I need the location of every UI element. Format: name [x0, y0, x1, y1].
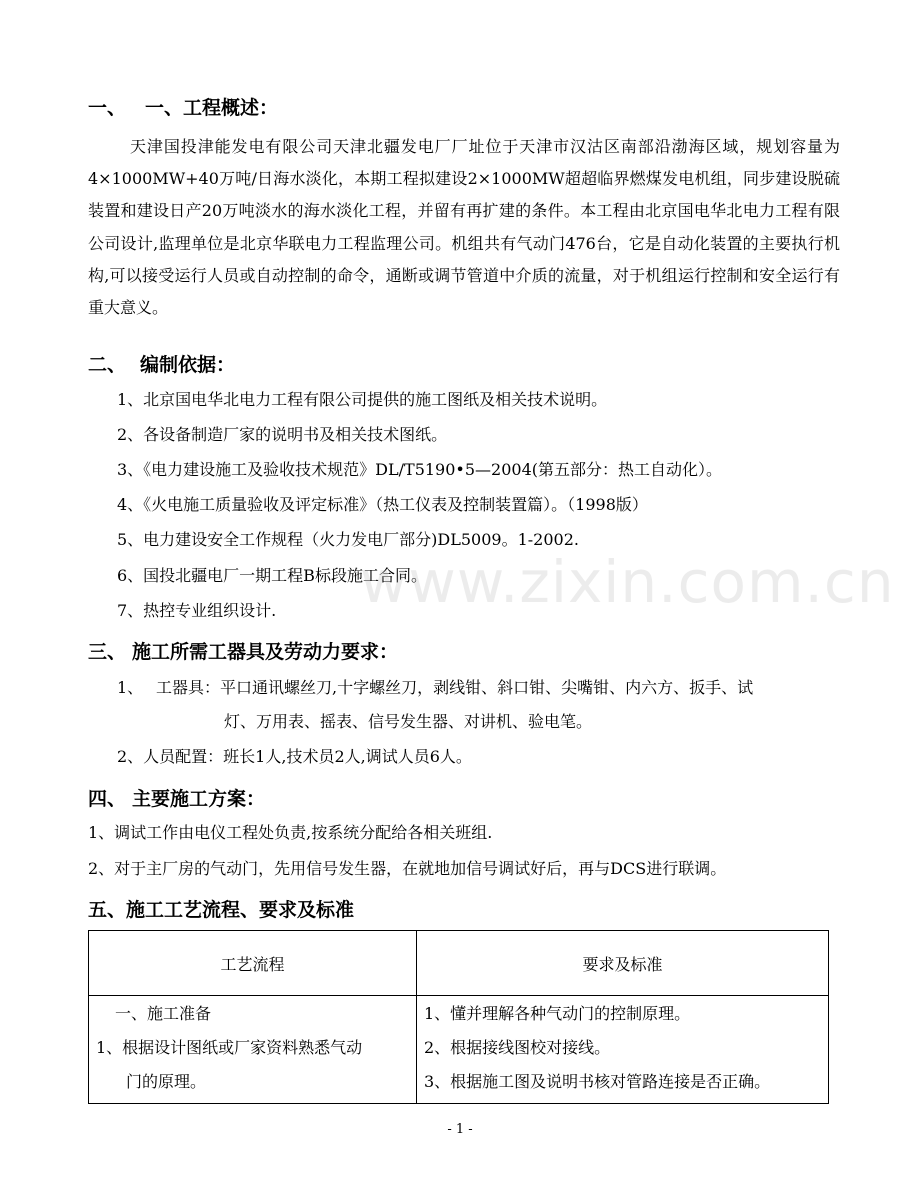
process-line: 门的原理。 [126, 1072, 207, 1091]
requirements-cell [417, 996, 829, 1104]
section-2-heading [88, 350, 235, 377]
section-1-heading [88, 93, 278, 120]
section-2-title: 编制依据： [140, 354, 236, 376]
section-3-heading [88, 637, 398, 664]
page-number: - 1 - [447, 1122, 473, 1137]
section-4-title: 主要施工方案： [132, 788, 266, 810]
section-3-title: 施工所需工器具及劳动力要求： [132, 641, 399, 663]
section-5-title: 五、施工工艺流程、要求及标准 [88, 899, 355, 921]
tools-line-1: 工器具：平口通讯螺丝刀,十字螺丝刀，剥线钳、斜口钳、尖嘴钳、内六方、扳手、试 [156, 678, 754, 697]
overview-paragraph: 天津国投津能发电有限公司天津北疆发电厂厂址位于天津市汉沽区南部沿渤海区域，规划容量为4×1000MW+40万吨/日海水淡化，本期工程拟建设2×1000MW超超临界燃煤发电机组，同步建设脱硫装置和建设日产20万吨淡水的海水淡化工程，并留有再扩建的条件。本工程由北京国电华北电力工程有限公司设计,监理单位是北京华联电力工程监理公司。机组共有气动门476台，它是自动化装置的主要执行机构,可以接受运行人员或自动控制的命令，通断或调节管道中介质的流量，对于机组运行控制和安全运行有重大意义。 [88, 137, 840, 318]
requirement-line: 3、根据施工图及说明书核对管路连接是否正确。 [424, 1072, 771, 1091]
basis-item-3: 3、《电力建设施工及验收技术规范》DL/T5190•5—2004(第五部分：热工自动化）。 [117, 460, 722, 479]
basis-item-6: 6、国投北疆电厂一期工程B标段施工合同。 [117, 566, 427, 585]
basis-item-5: 5、电力建设安全工作规程（火力发电厂部分)DL5009。1-2002. [117, 530, 579, 549]
requirement-line: 1、懂并理解各种气动门的控制原理。 [424, 1004, 691, 1023]
watermark: www.zixin.com.cn [360, 548, 895, 616]
plan-item-1: 1、调试工作由电仪工程处负责,按系统分配给各相关班组. [88, 823, 493, 842]
header-requirements: 要求及标准 [417, 931, 829, 996]
section-3-number: 三、 [88, 641, 127, 663]
basis-item-2: 2、各设备制造厂家的说明书及相关技术图纸。 [117, 425, 448, 444]
requirement-line: 2、根据接线图校对接线。 [424, 1038, 611, 1057]
tools-line-2: 灯、万用表、摇表、信号发生器、对讲机、验电笔。 [224, 712, 593, 731]
section-4-number: 四、 [88, 788, 127, 810]
process-line: 一、施工准备 [115, 1004, 212, 1023]
basis-item-7: 7、热控专业组织设计. [117, 601, 277, 620]
process-cell [89, 996, 417, 1104]
section-5-heading [88, 895, 354, 922]
plan-item-2: 2、对于主厂房的气动门，先用信号发生器，在就地加信号调试好后，再与DCS进行联调。 [88, 859, 727, 878]
section-1-title: 一、工程概述： [145, 97, 279, 119]
section-2-number: 二、 [88, 354, 127, 376]
staff-line: 2、人员配置：班长1人,技术员2人,调试人员6人。 [117, 747, 472, 766]
table-row [89, 996, 829, 1104]
process-line: 1、根据设计图纸或厂家资料熟悉气动 [96, 1038, 363, 1057]
table-header-row [89, 931, 829, 996]
basis-item-1: 1、北京国电华北电力工程有限公司提供的施工图纸及相关技术说明。 [117, 390, 608, 409]
section-1-number: 一、 [88, 97, 127, 119]
section-4-heading [88, 784, 265, 811]
process-table [88, 930, 829, 1104]
header-process: 工艺流程 [89, 931, 417, 996]
tools-number: 1、 [117, 678, 144, 697]
basis-item-4: 4、《火电施工质量验收及评定标准》（热工仪表及控制装置篇）。（1998版） [117, 495, 648, 514]
